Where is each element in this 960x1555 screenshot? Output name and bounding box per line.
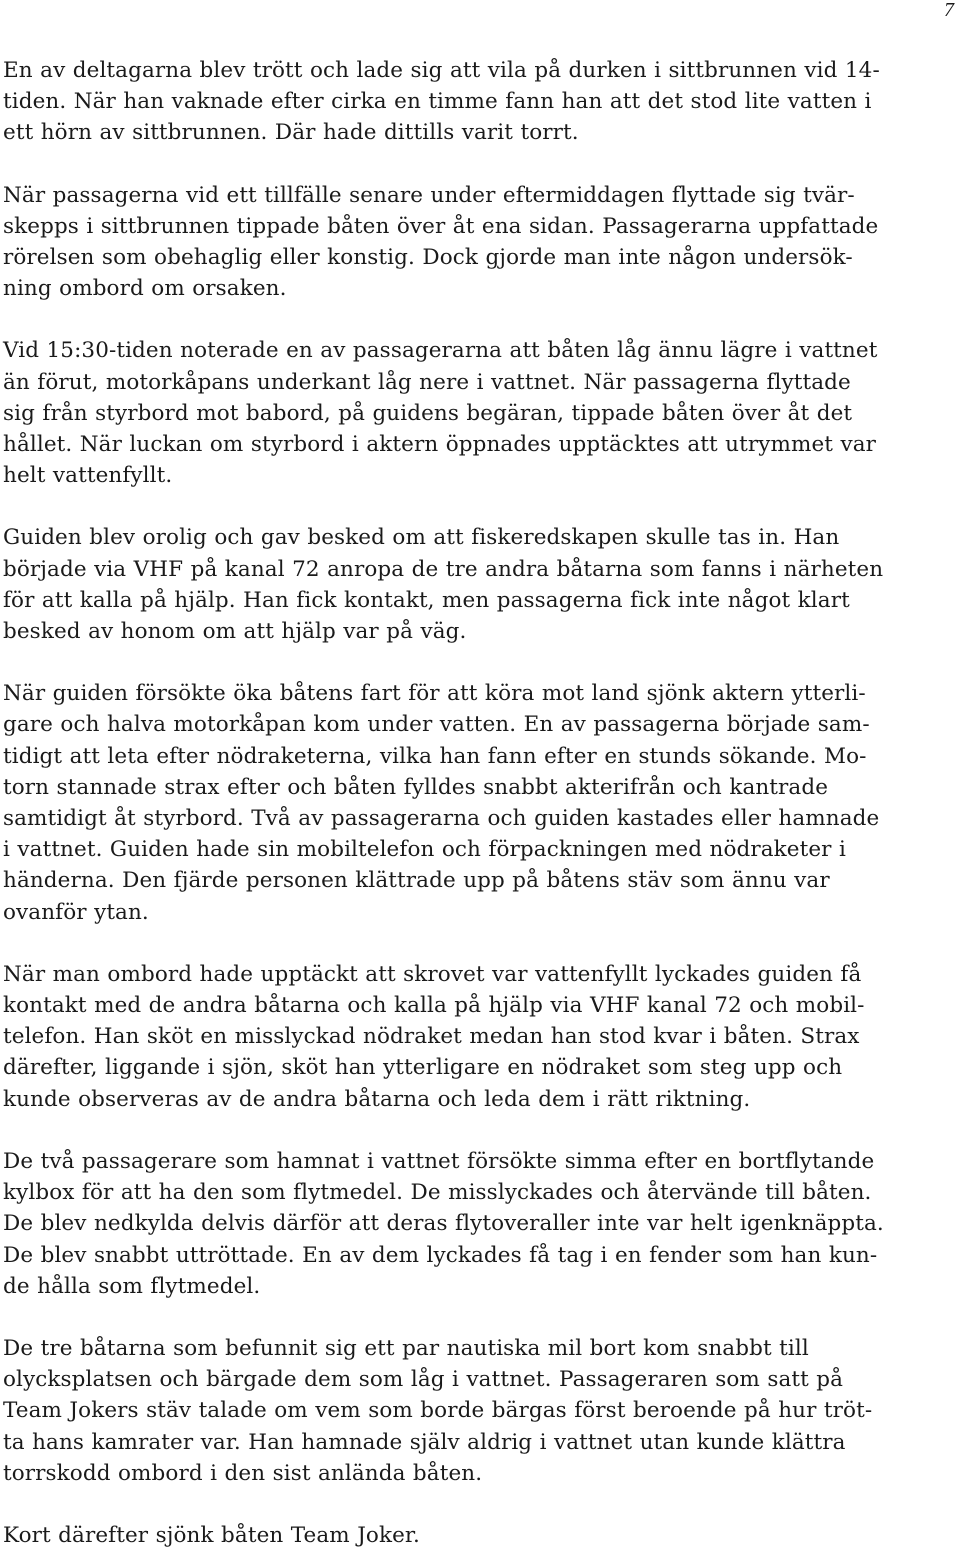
text-line: kunde observeras av de andra båtarna och leda dem i rätt riktning. [3,1086,751,1112]
text-line: sig från styrbord mot babord, på guidens begäran, tippade båten över åt det [3,400,853,426]
text-line: samtidigt åt styrbord. Två av passagerarna och guiden kastades eller hamnade [3,806,880,832]
text-line: De två passagerare som hamnat i vattnet försökte simma efter en bortflytande [3,1148,875,1174]
text-line: Vid 15:30-tiden noterade en av passagerarna att båten låg ännu lägre i vattnet [3,338,878,364]
text-line: ta hans kamrater var. Han hamnade själv aldrig i vattnet utan kunde klättra [3,1429,846,1455]
paragraph [3,1146,951,1302]
paragraph [3,180,951,305]
text-line: började via VHF på kanal 72 anropa de tre andra båtarna som fanns i närheten [3,556,884,582]
text-line: hållet. När luckan om styrbord i aktern öppnades upptäcktes att utrymmet var [3,432,876,458]
paragraph [3,522,951,647]
text-line: därefter, liggande i sjön, sköt han ytterligare en nödraket som steg upp och [3,1055,843,1081]
text-line: rörelsen som obehaglig eller konstig. Dock gjorde man inte någon undersök- [3,245,853,271]
text-line: gare och halva motorkåpan kom under vatten. En av passagerna började sam- [3,712,870,738]
text-line: kylbox för att ha den som flytmedel. De misslyckades och återvände till båten. [3,1180,872,1206]
text-line: När passagerna vid ett tillfälle senare under eftermiddagen flyttade sig tvär- [3,182,855,208]
paragraph [3,959,951,1115]
text-line: torrskodd ombord i den sist anlända båten. [3,1460,483,1486]
text-line: telefon. Han sköt en misslyckad nödraket medan han stod kvar i båten. Strax [3,1024,860,1050]
text-line: för att kalla på hjälp. Han fick kontakt, men passagerna fick inte något klart [3,587,850,613]
text-line: Guiden blev orolig och gav besked om att fiskeredskapen skulle tas in. Han [3,525,840,551]
text-line: När guiden försökte öka båtens fart för att köra mot land sjönk aktern ytterli- [3,681,866,707]
text-line: Team Jokers stäv talade om vem som borde bärgas först beroende på hur tröt- [3,1398,873,1424]
text-line: i vattnet. Guiden hade sin mobiltelefon och förpackningen med nödraketer i [3,837,846,863]
paragraph [3,335,951,491]
page-number: 7 [944,0,954,21]
text-line: ning ombord om orsaken. [3,276,287,302]
text-line: tiden. När han vaknade efter cirka en timme fann han att det stod lite vatten i [3,89,872,115]
paragraph [3,1333,951,1489]
text-line: kontakt med de andra båtarna och kalla på hjälp via VHF kanal 72 och mobil- [3,993,865,1019]
text-line: ett hörn av sittbrunnen. Där hade dittills varit torrt. [3,120,579,146]
text-line: tidigt att leta efter nödraketerna, vilka han fann efter en stunds sökande. Mo- [3,743,867,769]
paragraph [3,55,951,149]
text-line: De blev nedkylda delvis därför att deras flytoveraller inte var helt igenknäppta. [3,1211,884,1237]
text-line: olycksplatsen och bärgade dem som låg i vattnet. Passageraren som satt på [3,1367,844,1393]
text-line: En av deltagarna blev trött och lade sig att vila på durken i sittbrunnen vid 14- [3,58,880,83]
text-line: än förut, motorkåpans underkant låg nere i vattnet. När passagerna flyttade [3,369,851,395]
text-line: När man ombord hade upptäckt att skrovet var vattenfyllt lyckades guiden få [3,961,862,987]
text-line: torn stannade strax efter och båten fylldes snabbt akterifrån och kantrade [3,774,829,800]
text-line: De tre båtarna som befunnit sig ett par nautiska mil bort kom snabbt till [3,1335,809,1361]
document-body [3,55,951,1551]
paragraph [3,678,951,928]
text-line: Kort därefter sjönk båten Team Joker. [3,1522,420,1548]
paragraph [3,1520,951,1551]
text-line: besked av honom om att hjälp var på väg. [3,619,467,645]
text-line: helt vattenfyllt. [3,463,173,489]
text-line: De blev snabbt uttröttade. En av dem lyckades få tag i en fender som han kun- [3,1242,878,1268]
text-line: de hålla som flytmedel. [3,1273,261,1299]
text-line: händerna. Den fjärde personen klättrade upp på båtens stäv som ännu var [3,868,830,894]
text-line: skepps i sittbrunnen tippade båten över åt ena sidan. Passagerarna uppfattade [3,213,879,239]
text-line: ovanför ytan. [3,899,149,925]
